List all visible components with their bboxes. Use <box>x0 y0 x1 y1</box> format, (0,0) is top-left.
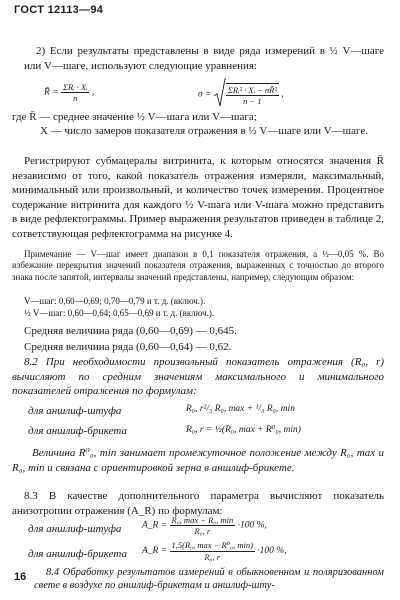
section83-fraction2 <box>170 540 255 562</box>
equation-mean-lhs: R̄ = <box>44 87 59 98</box>
section83-fraction1 <box>170 515 236 536</box>
section82-label2: для аншлиф-брикета <box>28 425 127 437</box>
section83-num2: 1,5(R₀, max − R⁰₀, min) <box>171 540 253 550</box>
section83-num1: R₀, max − R₀, min <box>171 515 234 525</box>
equation-sigma-lhs: σ = <box>198 89 212 100</box>
section83-tail2: ·100 %, <box>257 546 287 557</box>
section83-den1: R₀, r <box>194 526 211 536</box>
where-R: где R̄ — среднее значение ½ V—шага или V—шага; <box>12 111 257 123</box>
equation-sigma-numerator: ΣRᵢ² · Xᵢ − nR̄² <box>227 85 277 95</box>
paragraph-register: Регистрируют субмацералы витринита, к которым относятся значения R̄ независимо от того, какой показатель отражения измеряли, максимальный, минимальный или произвольный, и количество точек измерения. Процентное содержание витринита для каждого ½ V-шага или V-шага можно представить в виде рефлектограммы. Пример выражения результатов приведен в таблице 2, сответствующая рефлектограмма на рисунке 4. <box>12 155 384 240</box>
section82-text2: Величина R⁰₀, min занимает промежуточное положение между R₀, max и R₀, min и связана с ориентировкой зерна в аншлиф-брикете. <box>12 447 384 474</box>
section2-intro: 2) Если результаты представлены в виде ряда измерений в ½ V—шаге или V—шаге, используют следующие уравнения: <box>24 45 384 72</box>
equation-mean-fraction <box>61 82 90 103</box>
equation-mean-numerator: ΣRᵢ · Xᵢ <box>62 82 88 92</box>
section83-den2: R₀, r <box>204 552 221 562</box>
note-line1: V—шаг: 0,60—0,69; 0,70—0,79 и т. д. (включ.). <box>24 296 206 306</box>
section83-formula2 <box>142 540 287 562</box>
equation-mean-comma: , <box>91 87 95 98</box>
section83-text: 8.3 В качестве дополнительного параметра вычисляют показатель анизотропии отражения (A_R) по формулам: <box>12 490 384 517</box>
section84-text: 8.4 Обработку результатов измерений в обыкновенном и поляризованном свете в воздухе по аншлиф-брикетам и аншлиф-шту- <box>34 567 384 591</box>
section83-label2: для аншлиф-брикета <box>28 548 127 560</box>
equation-mean-denominator: n <box>73 93 78 103</box>
equation-sigma-fraction <box>226 83 279 106</box>
section82-label1: для аншлиф-штуфа <box>28 405 122 417</box>
equation-sigma <box>198 78 284 111</box>
section82-text: 8.2 При необходимости произвольный показатель отражения (R₀, r) вычисляют по средним значениям максимального и минимального показателей отражения по формулам: <box>12 356 384 398</box>
equation-mean <box>44 82 94 103</box>
average-1: Средняя величина ряда (0,60—0,69) — 0,645. <box>24 325 237 337</box>
sqrt-icon <box>214 78 226 108</box>
section82-formula1: R₀, r²/₃ R₀, max + ¹/₃ R₀, min <box>186 404 295 414</box>
note-text: Примечание — V—шаг имеет диапазон в 0,1 показателя отражения, а ½—0,05 %. Во избежание перекрытия значений показателя отражения, выраженных с точностью до второго знака после запятой, интервалы значений представлены, например, следующим образом: <box>12 249 384 282</box>
where-X: X — число замеров показателя отражения в ½ V—шаге или V—шаге. <box>40 125 369 137</box>
section83-label1: для аншлиф-штуфа <box>28 523 122 535</box>
sqrt-symbol <box>214 78 226 111</box>
note-line2: ½ V—шаг: 0,60—0,64; 0,65—0,69 и т. д. (включ.). <box>24 308 215 318</box>
document-header: ГОСТ 12113—94 <box>14 4 104 16</box>
equation-sigma-denominator: n − 1 <box>243 96 262 106</box>
section83-lhs1: A_R = <box>142 520 168 531</box>
average-2: Средняя величина ряда (0,60—0,64) — 0,62. <box>24 341 232 353</box>
page-number: 16 <box>14 571 27 583</box>
section83-formula1 <box>142 515 267 536</box>
equation-sigma-comma: , <box>281 89 284 100</box>
section83-tail1: ·100 %, <box>237 520 267 531</box>
section82-formula2: R₀, r = ½(R₀, max + R⁰₀, min) <box>186 425 301 435</box>
section83-lhs2: A_R = <box>142 546 168 557</box>
